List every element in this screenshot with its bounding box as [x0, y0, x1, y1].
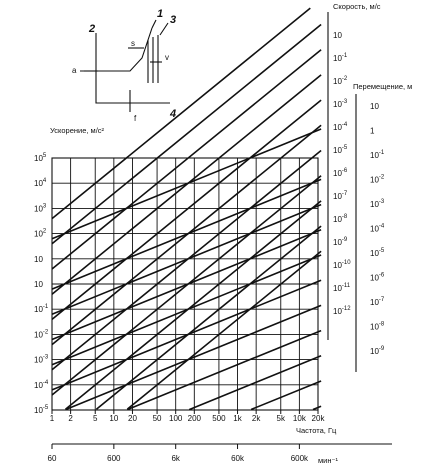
velocity-tick-label: $10^{-6}$: [333, 168, 348, 178]
acceleration-tick-exp: 3: [42, 203, 47, 210]
velocity-tick-exp: -5: [341, 145, 348, 151]
frequency-tick-label: 200: [187, 414, 201, 423]
displacement-tick-label: $10^{-9}$: [370, 346, 385, 356]
acceleration-tick-label: $10^3$: [34, 203, 47, 214]
rpm-tick-label: 6k: [171, 454, 180, 463]
displacement-line: [96, 226, 321, 409]
frequency-tick-label: 5: [93, 414, 98, 423]
frequency-tick-label: 100: [169, 414, 183, 423]
displacement-tick-label: 10: [370, 102, 379, 111]
rpm-axis-title: мин⁻¹: [318, 456, 338, 465]
velocity-tick-label: $10^{-7}$: [333, 191, 348, 201]
acceleration-tick-exp: -2: [42, 329, 49, 336]
inset-letter-v: v: [165, 53, 169, 62]
displacement-tick-exp: -5: [378, 248, 385, 254]
inset-hatch: [148, 35, 158, 83]
inset-number-4: 4: [170, 108, 177, 120]
inset-number-2: 2: [89, 23, 96, 35]
velocity-tick-label: $10^{-3}$: [333, 99, 348, 109]
velocity-tick-label: $10^{-5}$: [333, 145, 348, 155]
displacement-tick-label: $10^{-1}$: [370, 150, 385, 160]
inset-letter-s: s: [131, 39, 135, 48]
velocity-line: [189, 356, 321, 410]
displacement-tick-label: $10^{-8}$: [370, 321, 385, 332]
frequency-axis-title: Частота, Гц: [296, 426, 337, 435]
velocity-tick-exp: -12: [341, 306, 351, 312]
velocity-axis-title: Скорость, м/с: [333, 2, 381, 11]
frequency-tick-label: 50: [152, 414, 162, 423]
displacement-tick-exp: -8: [378, 321, 385, 328]
acceleration-axis-title: Ускорение, м/с²: [50, 126, 105, 135]
acceleration-tick-label: 10: [34, 254, 43, 264]
displacement-tick-exp: -2: [378, 174, 385, 181]
inset-leader-3: [160, 23, 168, 35]
inset-leader-1: [152, 20, 156, 28]
displacement-tick-exp: -6: [378, 272, 385, 279]
acceleration-tick-label: $10^4$: [34, 178, 47, 189]
velocity-tick-exp: -2: [341, 76, 348, 82]
frequency-tick-label: 1: [49, 414, 55, 423]
velocity-tick-label: 10: [333, 31, 342, 40]
rpm-tick-label: 60: [47, 454, 57, 463]
frequency-tick-label: 10: [109, 414, 119, 423]
velocity-tick-label: $10^{-9}$: [333, 237, 348, 247]
velocity-tick-exp: -11: [341, 283, 351, 289]
velocity-line: [127, 331, 321, 410]
grid: [52, 158, 318, 410]
velocity-tick-exp: -1: [341, 53, 348, 59]
frequency-tick-label: 1k: [233, 414, 242, 423]
rpm-tick-label: 600k: [290, 454, 309, 463]
inset-number-3: 3: [170, 14, 177, 26]
displacement-tick-label: $10^{-5}$: [370, 248, 385, 258]
displacement-tick-label: $10^{-7}$: [370, 297, 385, 307]
frequency-tick-label: 2k: [251, 414, 261, 423]
acceleration-tick-exp: 2: [42, 228, 47, 235]
displacement-tick-exp: -4: [378, 223, 385, 230]
acceleration-tick-exp: -5: [42, 405, 49, 411]
velocity-tick-exp: -7: [341, 191, 348, 197]
acceleration-tick-label: $10^{-1}$: [34, 304, 49, 315]
displacement-tick-label: $10^{-4}$: [370, 223, 385, 234]
acceleration-tick-label: $10^{-5}$: [34, 405, 49, 415]
acceleration-tick-label: $10^2$: [34, 228, 47, 239]
frequency-tick-label: 5k: [276, 414, 285, 423]
velocity-tick-label: $10^{-10}$: [333, 260, 351, 270]
acceleration-tick-label: 10: [34, 280, 43, 289]
acceleration-tick-label: $10^{-2}$: [34, 329, 49, 340]
velocity-tick-exp: -6: [341, 168, 348, 174]
velocity-tick-label: $10^{-11}$: [333, 283, 351, 293]
acceleration-tick-exp: 4: [42, 178, 47, 185]
acceleration-tick-exp: -4: [42, 379, 49, 386]
velocity-line: [251, 381, 321, 410]
velocity-tick-exp: -3: [341, 99, 348, 105]
velocity-tick-label: $10^{-8}$: [333, 214, 348, 224]
displacement-tick-label: 1: [370, 126, 375, 136]
acceleration-tick-exp: -1: [42, 304, 49, 311]
velocity-tick-label: $10^{-1}$: [333, 53, 348, 63]
velocity-tick-label: $10^{-2}$: [333, 76, 348, 86]
acceleration-tick-label: $10^{-3}$: [34, 354, 49, 365]
velocity-line: [313, 406, 321, 409]
displacement-tick-exp: -3: [378, 199, 385, 205]
displacement-tick-exp: -9: [378, 346, 385, 352]
velocity-tick-exp: -4: [341, 122, 348, 128]
velocity-tick-label: $10^{-12}$: [333, 306, 351, 316]
frequency-tick-label: 500: [212, 414, 226, 423]
displacement-tick-label: $10^{-2}$: [370, 174, 385, 185]
acceleration-tick-label: $10^5$: [34, 153, 47, 163]
displacement-tick-exp: -1: [378, 150, 385, 156]
displacement-tick-label: $10^{-6}$: [370, 272, 385, 283]
displacement-tick-label: $10^{-3}$: [370, 199, 385, 209]
velocity-tick-exp: -8: [341, 214, 348, 220]
inset-diagram: [72, 8, 176, 123]
frequency-tick-label: 20k: [311, 414, 325, 423]
displacement-line: [127, 251, 321, 409]
frequency-tick-label: 20: [128, 414, 137, 423]
velocity-tick-exp: -10: [341, 260, 351, 266]
velocity-tick-label: $10^{-4}$: [333, 122, 348, 132]
displacement-tick-exp: -7: [378, 297, 385, 303]
displacement-line: [52, 8, 310, 219]
acceleration-tick-exp: 5: [42, 153, 47, 159]
inset-letter-f: f: [134, 114, 137, 123]
rpm-tick-label: 60k: [231, 454, 244, 463]
acceleration-tick-exp: -3: [42, 354, 49, 361]
rpm-tick-label: 600: [107, 454, 121, 463]
inset-number-1: 1: [157, 8, 164, 20]
inset-letter-a: a: [72, 66, 77, 75]
acceleration-tick-label: $10^{-4}$: [34, 379, 49, 390]
velocity-tick-exp: -9: [341, 237, 348, 243]
displacement-axis-title: Перемещение, м: [353, 82, 413, 91]
velocity-line: [66, 305, 322, 409]
frequency-tick-label: 10k: [292, 414, 306, 423]
tick-labels: [34, 31, 385, 463]
frequency-tick-label: 2: [68, 414, 73, 423]
